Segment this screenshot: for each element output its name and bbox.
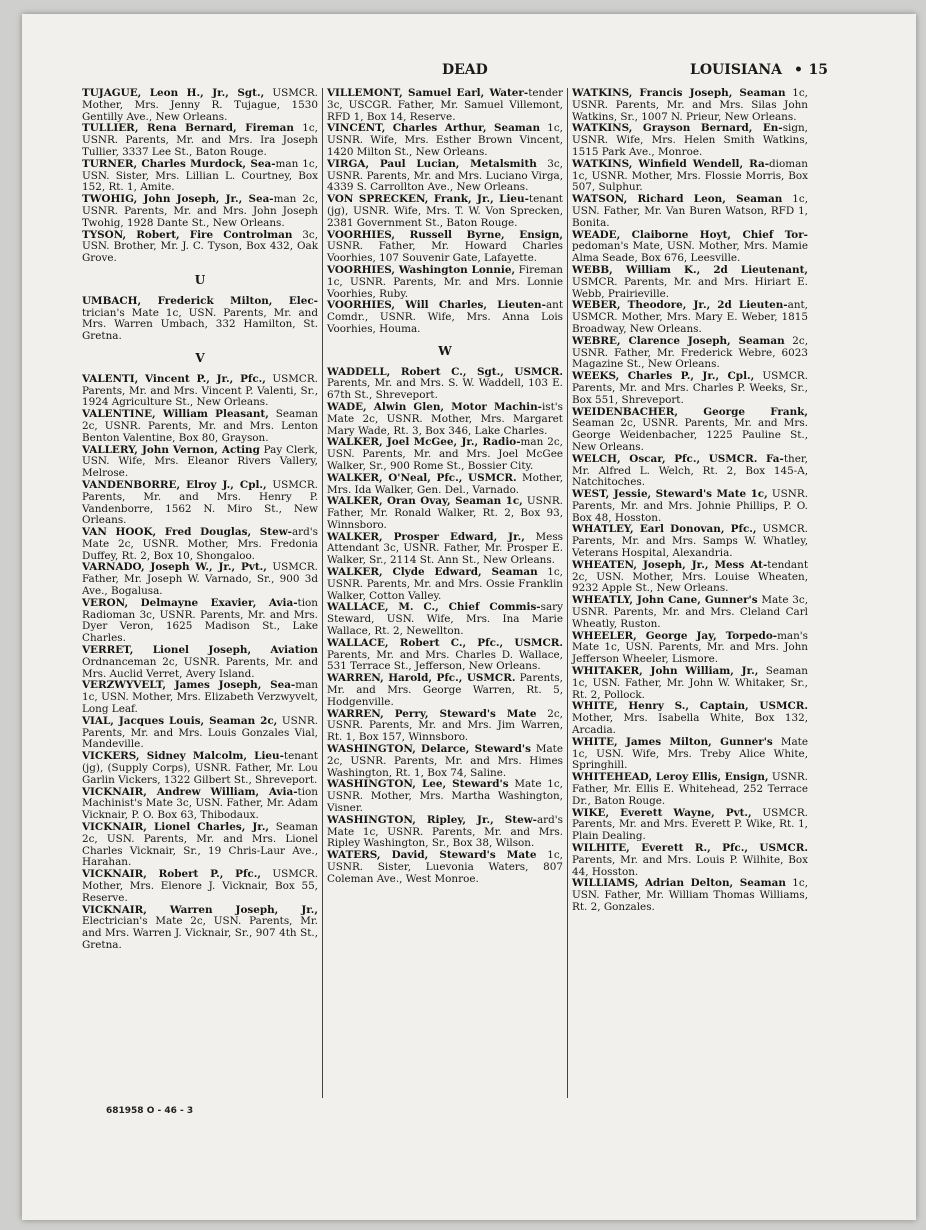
- entry-details: 1c, USNR. Wife, Mrs. Esther Brown Vincent, 1420 Milton St., New Orleans.: [327, 122, 563, 158]
- casualty-entry: [327, 194, 563, 229]
- entry-details: tenant (jg), USNR. Wife, Mrs. T. W. Von Sprecken, 2381 Government St., Baton Rouge.: [327, 193, 563, 229]
- entry-name: UMBACH, Frederick Milton, Elec-: [82, 294, 318, 307]
- entry-name: WHEELER, George Jay, Torpedo-: [572, 629, 778, 642]
- casualty-entry: [82, 480, 318, 527]
- entry-details: USMCR. Mother, Mrs. Elenore J. Vicknair, Box 55, Reserve.: [82, 868, 318, 904]
- entry-details: Mess Attendant 3c, USNR. Father, Mr. Prosper E. Walker, Sr., 2114 St. Ann St., New Orleans.: [327, 530, 563, 567]
- document-page: [22, 14, 916, 1220]
- casualty-entry: [82, 296, 318, 343]
- entry-details: ant Comdr., USNR. Wife, Mrs. Anna Lois Voorhies, Houma.: [327, 299, 563, 335]
- header-page-number: 15: [808, 62, 828, 78]
- entry-name: TWOHIG, John Joseph, Jr., Sea-: [82, 193, 274, 206]
- entry-details: Seaman 2c, USNR. Parents, Mr. and Mrs. George Weidenbacher, 1225 Pauline St., New Orleans.: [572, 417, 808, 453]
- entry-name: WATSON, Richard Leon, Seaman: [572, 193, 783, 206]
- entry-details: USMCR. Parents, Mr. and Mrs. Samps W. Whatley, Veterans Hospital, Alexandria.: [572, 523, 808, 560]
- print-code: 681958 O - 46 - 3: [106, 1106, 194, 1116]
- casualty-entry: [82, 905, 318, 952]
- casualty-entry: [572, 300, 808, 335]
- entry-name: VIAL, Jacques Louis, Seaman 2c,: [82, 714, 278, 727]
- entry-name: WEBB, William K., 2d Lieutenant,: [572, 263, 808, 276]
- casualty-entry: [82, 562, 318, 597]
- casualty-entry: [82, 159, 318, 194]
- entry-details: USNR. Father, Mr. Ellis E. Whitehead, 252 Terrace Dr., Baton Rouge.: [572, 771, 808, 807]
- entry-details: 3c, USN. Brother, Mr. J. C. Tyson, Box 432, Oak Grove.: [82, 228, 318, 265]
- entry-name: VERON, Delmayne Exavier, Avia-: [82, 596, 298, 609]
- casualty-entry: [572, 489, 808, 524]
- casualty-entry: [82, 194, 318, 229]
- entry-details: USNR. Parents, Mr. and Mrs. Johnie Phillips, P. O. Box 48, Hosston.: [572, 488, 808, 524]
- entry-details: 1c, USN. Father, Mr. Van Buren Watson, RFD 1, Bonita.: [572, 193, 808, 229]
- casualty-entry: [82, 869, 318, 904]
- casualty-entry: [327, 744, 563, 779]
- entry-name: WHEATLY, John Cane, Gunner's: [572, 594, 758, 607]
- entry-name: TYSON, Robert, Fire Controlman: [82, 228, 293, 241]
- entry-name: WEBER, Theodore, Jr., 2d Lieuten-: [572, 299, 788, 312]
- casualty-entry: [327, 850, 563, 885]
- casualty-entry: [82, 822, 318, 869]
- entry-details: USMCR. Parents, Mr. and Mrs. Everett P. Wike, Rt. 1, Plain Dealing.: [572, 806, 808, 843]
- entry-name: WHITE, James Milton, Gunner's: [572, 735, 773, 748]
- casualty-entry: [327, 437, 563, 472]
- entry-details: trician's Mate 1c, USN. Parents, Mr. and Mrs. Warren Umbach, 332 Hamilton, St. Gretna.: [82, 306, 318, 343]
- casualty-entry: [82, 88, 318, 123]
- entry-details: tendant 2c, USN. Mother, Mrs. Louise Wheaten, 9232 Apple St., New Orleans.: [572, 558, 808, 595]
- entry-details: Seaman 1c, USN. Father, Mr. John W. Whitaker, Sr., Rt. 2, Pollock.: [572, 665, 809, 701]
- entry-details: ist's Mate 2c, USNR. Mother, Mrs. Margaret Mary Wade, Rt. 3, Box 346, Lake Charles.: [327, 400, 563, 437]
- entry-details: Mate 1c, USNR. Mother, Mrs. Martha Washington, Visner.: [327, 778, 563, 815]
- entry-details: USMCR. Mother, Mrs. Jenny R. Tujague, 1530 Gentilly Ave., New Orleans.: [82, 87, 318, 123]
- entry-details: sary Steward, USN. Wife, Mrs. Ina Marie Wallace, Rt. 2, Newellton.: [327, 601, 563, 638]
- entry-name: WASHINGTON, Lee, Steward's: [327, 778, 509, 791]
- entry-name: WALLACE, M. C., Chief Commis-: [327, 601, 541, 614]
- entry-details: ant, USMCR. Mother, Mrs. Mary E. Weber, 1815 Broadway, New Orleans.: [572, 299, 808, 335]
- entry-name: VICKNAIR, Warren Joseph, Jr.,: [82, 903, 318, 916]
- entry-details: USMCR. Parents, Mr. and Mrs. Charles P. Weeks, Sr., Box 551, Shreveport.: [572, 370, 808, 406]
- casualty-entry: [327, 673, 563, 708]
- page-header: [22, 62, 916, 82]
- casualty-entry: [82, 787, 318, 822]
- entry-name: WEADE, Claiborne Hoyt, Chief Tor-: [572, 228, 808, 241]
- entry-details: USMCR. Parents, Mr. and Mrs. Vincent P. Valenti, Sr., 1924 Agriculture St., New Orleans.: [82, 372, 318, 409]
- header-title: DEAD: [442, 62, 488, 78]
- casualty-entry: [327, 123, 563, 158]
- casualty-entry: [572, 230, 808, 265]
- entry-details: tion Radioman 3c, USNR. Parents, Mr. and Mrs. Dyer Veron, 1625 Madison St., Lake Charles.: [82, 596, 318, 645]
- entry-name: VICKNAIR, Andrew William, Avia-: [82, 785, 298, 798]
- entry-name: VARNADO, Joseph W., Jr., Pvt.,: [82, 561, 267, 574]
- entry-details: tender 3c, USCGR. Father, Mr. Samuel Villemont, RFD 1, Box 14, Reserve.: [327, 87, 563, 123]
- casualty-entry: [327, 532, 563, 567]
- entry-name: TUJAGUE, Leon H., Jr., Sgt.,: [82, 87, 265, 99]
- entry-details: Parents, Mr. and Mrs. Charles D. Wallace, 531 Terrace St., Jefferson, New Orleans.: [327, 648, 563, 673]
- entry-name: WHEATEN, Joseph, Jr., Mess At-: [572, 558, 768, 571]
- casualty-entry: [572, 772, 808, 807]
- entry-name: WHITEHEAD, Leroy Ellis, Ensign,: [572, 771, 769, 784]
- casualty-entry: [572, 631, 808, 666]
- entry-name: WHITE, Henry S., Captain, USMCR.: [572, 700, 808, 713]
- casualty-entry: [82, 374, 318, 409]
- casualty-entry: [572, 407, 808, 454]
- entry-name: WALKER, Clyde Edward, Seaman: [327, 566, 538, 579]
- entry-name: VON SPRECKEN, Frank, Jr., Lieu-: [327, 193, 529, 206]
- casualty-entry: [572, 123, 808, 158]
- entry-name: WATKINS, Winfield Wendell, Ra-: [572, 157, 770, 170]
- entry-name: WHATLEY, Earl Donovan, Pfc.,: [572, 523, 757, 536]
- column-middle: [327, 88, 563, 886]
- casualty-entry: [572, 560, 808, 595]
- entry-name: VOORHIES, Washington Lonnie,: [327, 263, 516, 276]
- entry-name: VOORHIES, Will Charles, Lieuten-: [327, 299, 546, 312]
- entry-name: WASHINGTON, Delarce, Steward's: [327, 743, 531, 756]
- casualty-entry: [82, 645, 318, 680]
- casualty-entry: [572, 265, 808, 300]
- entry-details: Parents, Mr. and Mrs. George Warren, Rt. 5, Hodgenville.: [327, 672, 563, 708]
- entry-name: VICKERS, Sidney Malcolm, Lieu-: [82, 750, 284, 763]
- entry-details: Electrician's Mate 2c, USN. Parents, Mr. and Mrs. Warren J. Vicknair, Sr., 907 4th St., Gretna.: [82, 915, 318, 951]
- entry-details: ther, Mr. Alfred L. Welch, Rt. 2, Box 145-A, Natchitoches.: [572, 452, 808, 489]
- entry-details: tenant (jg), (Supply Corps), USNR. Father, Mr. Lou Garlin Vickers, 1322 Gilbert St., Shreveport.: [82, 750, 318, 786]
- entry-details: 3c, USNR. Parents, Mr. and Mrs. Luciano Virga, 4339 S. Carrollton Ave., New Orleans.: [327, 157, 563, 194]
- entry-name: WARREN, Perry, Steward's Mate: [327, 707, 537, 720]
- casualty-entry: [572, 737, 808, 772]
- casualty-entry: [327, 230, 563, 265]
- entry-name: VICKNAIR, Robert P., Pfc.,: [82, 868, 261, 881]
- entry-name: WEEKS, Charles P., Jr., Cpl.,: [572, 370, 755, 383]
- section-letter: W: [438, 343, 452, 358]
- casualty-entry: [327, 88, 563, 123]
- entry-name: WILLIAMS, Adrian Delton, Seaman: [572, 877, 786, 890]
- entry-details: Mate 1c, USN. Wife, Mrs. Treby Alice White, Springhill.: [572, 735, 808, 772]
- entry-name: WHITAKER, John William, Jr.,: [572, 665, 759, 678]
- casualty-entry: [572, 194, 808, 229]
- header-state: LOUISIANA: [690, 62, 782, 78]
- entry-name: VERRET, Lionel Joseph, Aviation: [82, 644, 318, 657]
- casualty-entry: [572, 666, 808, 701]
- entry-name: VINCENT, Charles Arthur, Seaman: [327, 122, 541, 135]
- entry-details: ard's Mate 1c, USNR. Parents, Mr. and Mrs. Ripley Washington, Sr., Box 38, Wilson.: [327, 813, 563, 850]
- casualty-entry: [327, 815, 563, 850]
- column-right: [572, 88, 808, 914]
- entry-details: 2c, USNR. Parents, Mr. and Mrs. Jim Warren, Rt. 1, Box 157, Winnsboro.: [327, 707, 563, 744]
- entry-details: sign, USNR. Wife, Mrs. Helen Smith Watkins, 1515 Park Ave., Monroe.: [572, 122, 808, 158]
- entry-name: VALLERY, John Vernon, Acting: [82, 443, 260, 456]
- entry-name: WALKER, Joel McGee, Jr., Radio-: [327, 436, 521, 449]
- entry-details: USNR. Father, Mr. Ronald Walker, Rt. 2, Box 93, Winnsboro.: [327, 495, 563, 531]
- entry-details: 1c, USNR. Sister, Luevonia Waters, 807 Coleman Ave., West Monroe.: [327, 849, 563, 885]
- casualty-entry: [572, 595, 808, 630]
- entry-details: man 2c, USN. Parents, Mr. and Mrs. Joel McGee Walker, Sr., 900 Rome St., Bossier City.: [327, 436, 563, 472]
- entry-details: man 2c, USNR. Parents, Mr. and Mrs. John Joseph Twohig, 1928 Dante St., New Orleans.: [82, 193, 318, 229]
- entry-name: WIKE, Everett Wayne, Pvt.,: [572, 806, 752, 819]
- entry-details: Parents, Mr. and Mrs. S. W. Waddell, 103 E. 67th St., Shreveport.: [327, 377, 563, 402]
- entry-details: Parents, Mr. and Mrs. Louis P. Wilhite, Box 44, Hosston.: [572, 853, 808, 878]
- casualty-entry: [82, 527, 318, 562]
- column-divider: [567, 88, 568, 1098]
- entry-details: Mate 2c, USNR. Parents, Mr. and Mrs. Himes Washington, Rt. 1, Box 74, Saline.: [327, 743, 563, 779]
- entry-name: WEST, Jessie, Steward's Mate 1c,: [572, 488, 768, 501]
- casualty-entry: [82, 716, 318, 751]
- casualty-entry: [327, 473, 563, 497]
- entry-details: man's Mate 1c, USN. Parents, Mr. and Mrs. John Jefferson Wheeler, Lismore.: [572, 629, 808, 666]
- entry-name: WALLACE, Robert C., Pfc., USMCR.: [327, 636, 563, 649]
- entry-details: Mate 3c, USNR. Parents, Mr. and Mrs. Cleland Carl Wheatly, Ruston.: [572, 594, 809, 630]
- entry-details: USMCR. Parents, Mr. and Mrs. Hiriart E. Webb, Prairieville.: [572, 275, 808, 300]
- entry-name: WATKINS, Grayson Bernard, En-: [572, 122, 783, 135]
- entry-name: VALENTINE, William Pleasant,: [82, 408, 269, 421]
- section-letter: U: [194, 272, 206, 287]
- entry-name: VERZWYVELT, James Joseph, Sea-: [82, 679, 296, 692]
- casualty-entry: [327, 602, 563, 637]
- entry-name: VOORHIES, Russell Byrne, Ensign,: [327, 228, 563, 241]
- entry-details: 1c, USNR. Parents, Mr. and Mrs. Silas John Watkins, Sr., 1007 N. Prieur, New Orleans.: [572, 87, 808, 123]
- entry-name: VICKNAIR, Lionel Charles, Jr.,: [82, 821, 270, 834]
- entry-details: 1c, USNR. Parents, Mr. and Mrs. Ossie Franklin Walker, Cotton Valley.: [327, 566, 563, 602]
- entry-details: man 1c, USN. Mother, Mrs. Elizabeth Verzwyvelt, Long Leaf.: [82, 679, 318, 716]
- entry-name: WATERS, David, Steward's Mate: [327, 849, 537, 862]
- entry-details: USNR. Father, Mr. Howard Charles Voorhies, 107 Souvenir Gate, Lafayette.: [327, 240, 563, 265]
- column-divider: [322, 88, 323, 1098]
- entry-details: USMCR. Father, Mr. Joseph W. Varnado, Sr., 900 3d Ave., Bogalusa.: [82, 561, 318, 598]
- entry-details: pedoman's Mate, USN. Mother, Mrs. Mamie Alma Seade, Box 676, Leesville.: [572, 240, 808, 265]
- casualty-entry: [327, 567, 563, 602]
- entry-name: WASHINGTON, Ripley, Jr., Stew-: [327, 813, 537, 826]
- casualty-entry: [82, 445, 318, 480]
- entry-name: VALENTI, Vincent P., Jr., Pfc.,: [82, 372, 266, 385]
- entry-name: WELCH, Oscar, Pfc., USMCR. Fa-: [572, 452, 784, 465]
- casualty-entry: [572, 701, 808, 736]
- casualty-entry: [82, 598, 318, 645]
- casualty-entry: [572, 336, 808, 371]
- casualty-entry: [327, 402, 563, 437]
- entry-name: WARREN, Harold, Pfc., USMCR.: [327, 672, 516, 685]
- entry-details: tion Machinist's Mate 3c, USN. Father, Mr. Adam Vicknair, P. O. Box 63, Thibodaux.: [82, 785, 318, 822]
- entry-details: 1c, USN. Father, Mr. William Thomas Williams, Rt. 2, Gonzales.: [572, 877, 808, 913]
- entry-details: Ordnanceman 2c, USNR. Parents, Mr. and Mrs. Auclid Verret, Avery Island.: [82, 655, 318, 680]
- entry-details: dioman 1c, USNR. Mother, Mrs. Flossie Morris, Box 507, Sulphur.: [572, 157, 808, 194]
- casualty-entry: [82, 751, 318, 786]
- casualty-entry: [327, 159, 563, 194]
- entry-details: man 1c, USN. Sister, Mrs. Lillian L. Courtney, Box 152, Rt. 1, Amite.: [82, 157, 319, 194]
- entry-details: Seaman 2c, USNR. Parents, Mr. and Mrs. Lenton Benton Valentine, Box 80, Grayson.: [82, 408, 318, 444]
- casualty-entry: [572, 808, 808, 843]
- entry-name: WILHITE, Everett R., Pfc., USMCR.: [572, 842, 808, 854]
- entry-details: ard's Mate 2c, USNR. Mother, Mrs. Fredonia Duffey, Rt. 2, Box 10, Shongaloo.: [82, 526, 318, 562]
- casualty-entry: [327, 709, 563, 744]
- entry-name: WADDELL, Robert C., Sgt., USMCR.: [327, 365, 563, 378]
- casualty-entry: [327, 779, 563, 814]
- entry-details: Pay Clerk, USN. Wife, Mrs. Eleanor Rivers Vallery, Melrose.: [82, 443, 318, 480]
- casualty-entry: [82, 230, 318, 265]
- entry-name: WEBRE, Clarence Joseph, Seaman: [572, 334, 785, 347]
- header-bullet: •: [794, 62, 803, 78]
- entry-name: WEIDENBACHER, George Frank,: [572, 405, 808, 418]
- entry-details: USMCR. Parents, Mr. and Mrs. Henry P. Vandenborre, 1562 N. Miro St., New Orleans.: [82, 478, 318, 527]
- entry-name: VIRGA, Paul Lucian, Metalsmith: [327, 157, 537, 170]
- casualty-entry: [327, 265, 563, 300]
- section-letter: V: [195, 350, 205, 365]
- casualty-entry: [82, 123, 318, 158]
- casualty-entry: [572, 843, 808, 878]
- entry-details: USNR. Parents, Mr. and Mrs. Louis Gonzales Vial, Mandeville.: [82, 714, 318, 751]
- entry-details: Mother, Mrs. Isabella White, Box 132, Arcadia.: [572, 712, 808, 737]
- casualty-entry: [327, 300, 563, 335]
- casualty-entry: [327, 638, 563, 673]
- casualty-entry: [572, 878, 808, 913]
- entry-details: Seaman 2c, USN. Parents, Mr. and Mrs. Lionel Charles Vicknair, Sr., 19 Chris-Laur Ave., Harahan.: [82, 821, 318, 869]
- column-left: [82, 88, 318, 952]
- entry-name: WATKINS, Francis Joseph, Seaman: [572, 87, 786, 99]
- entry-name: VAN HOOK, Fred Douglas, Stew-: [82, 526, 292, 539]
- casualty-entry: [572, 159, 808, 194]
- entry-details: Mother, Mrs. Ida Walker, Gen. Del., Varnado.: [327, 471, 564, 496]
- casualty-entry: [82, 409, 318, 444]
- entry-name: TURNER, Charles Murdock, Sea-: [82, 157, 276, 170]
- entry-name: WALKER, Oran Ovay, Seaman 1c,: [327, 495, 523, 508]
- entry-name: WADE, Alwin Glen, Motor Machin-: [327, 400, 542, 413]
- entry-name: VANDENBORRE, Elroy J., Cpl.,: [82, 478, 267, 491]
- entry-name: WALKER, O'Neal, Pfc., USMCR.: [327, 471, 517, 484]
- entry-name: TULLIER, Rena Bernard, Fireman: [82, 122, 294, 135]
- casualty-entry: [572, 88, 808, 123]
- casualty-entry: [82, 680, 318, 715]
- entry-details: 2c, USNR. Father, Mr. Frederick Webre, 6023 Magazine St., New Orleans.: [572, 334, 808, 371]
- entry-details: 1c, USNR. Parents, Mr. and Mrs. Ira Joseph Tullier, 3337 Lee St., Baton Rouge.: [82, 122, 318, 158]
- entry-name: VILLEMONT, Samuel Earl, Water-: [327, 87, 529, 99]
- entry-details: Fireman 1c, USNR. Parents, Mr. and Mrs. Lonnie Voorhies, Ruby.: [327, 263, 563, 300]
- casualty-entry: [327, 496, 563, 531]
- casualty-entry: [572, 371, 808, 406]
- casualty-entry: [327, 367, 563, 402]
- casualty-entry: [572, 524, 808, 559]
- entry-name: WALKER, Prosper Edward, Jr.,: [327, 530, 525, 543]
- casualty-entry: [572, 454, 808, 489]
